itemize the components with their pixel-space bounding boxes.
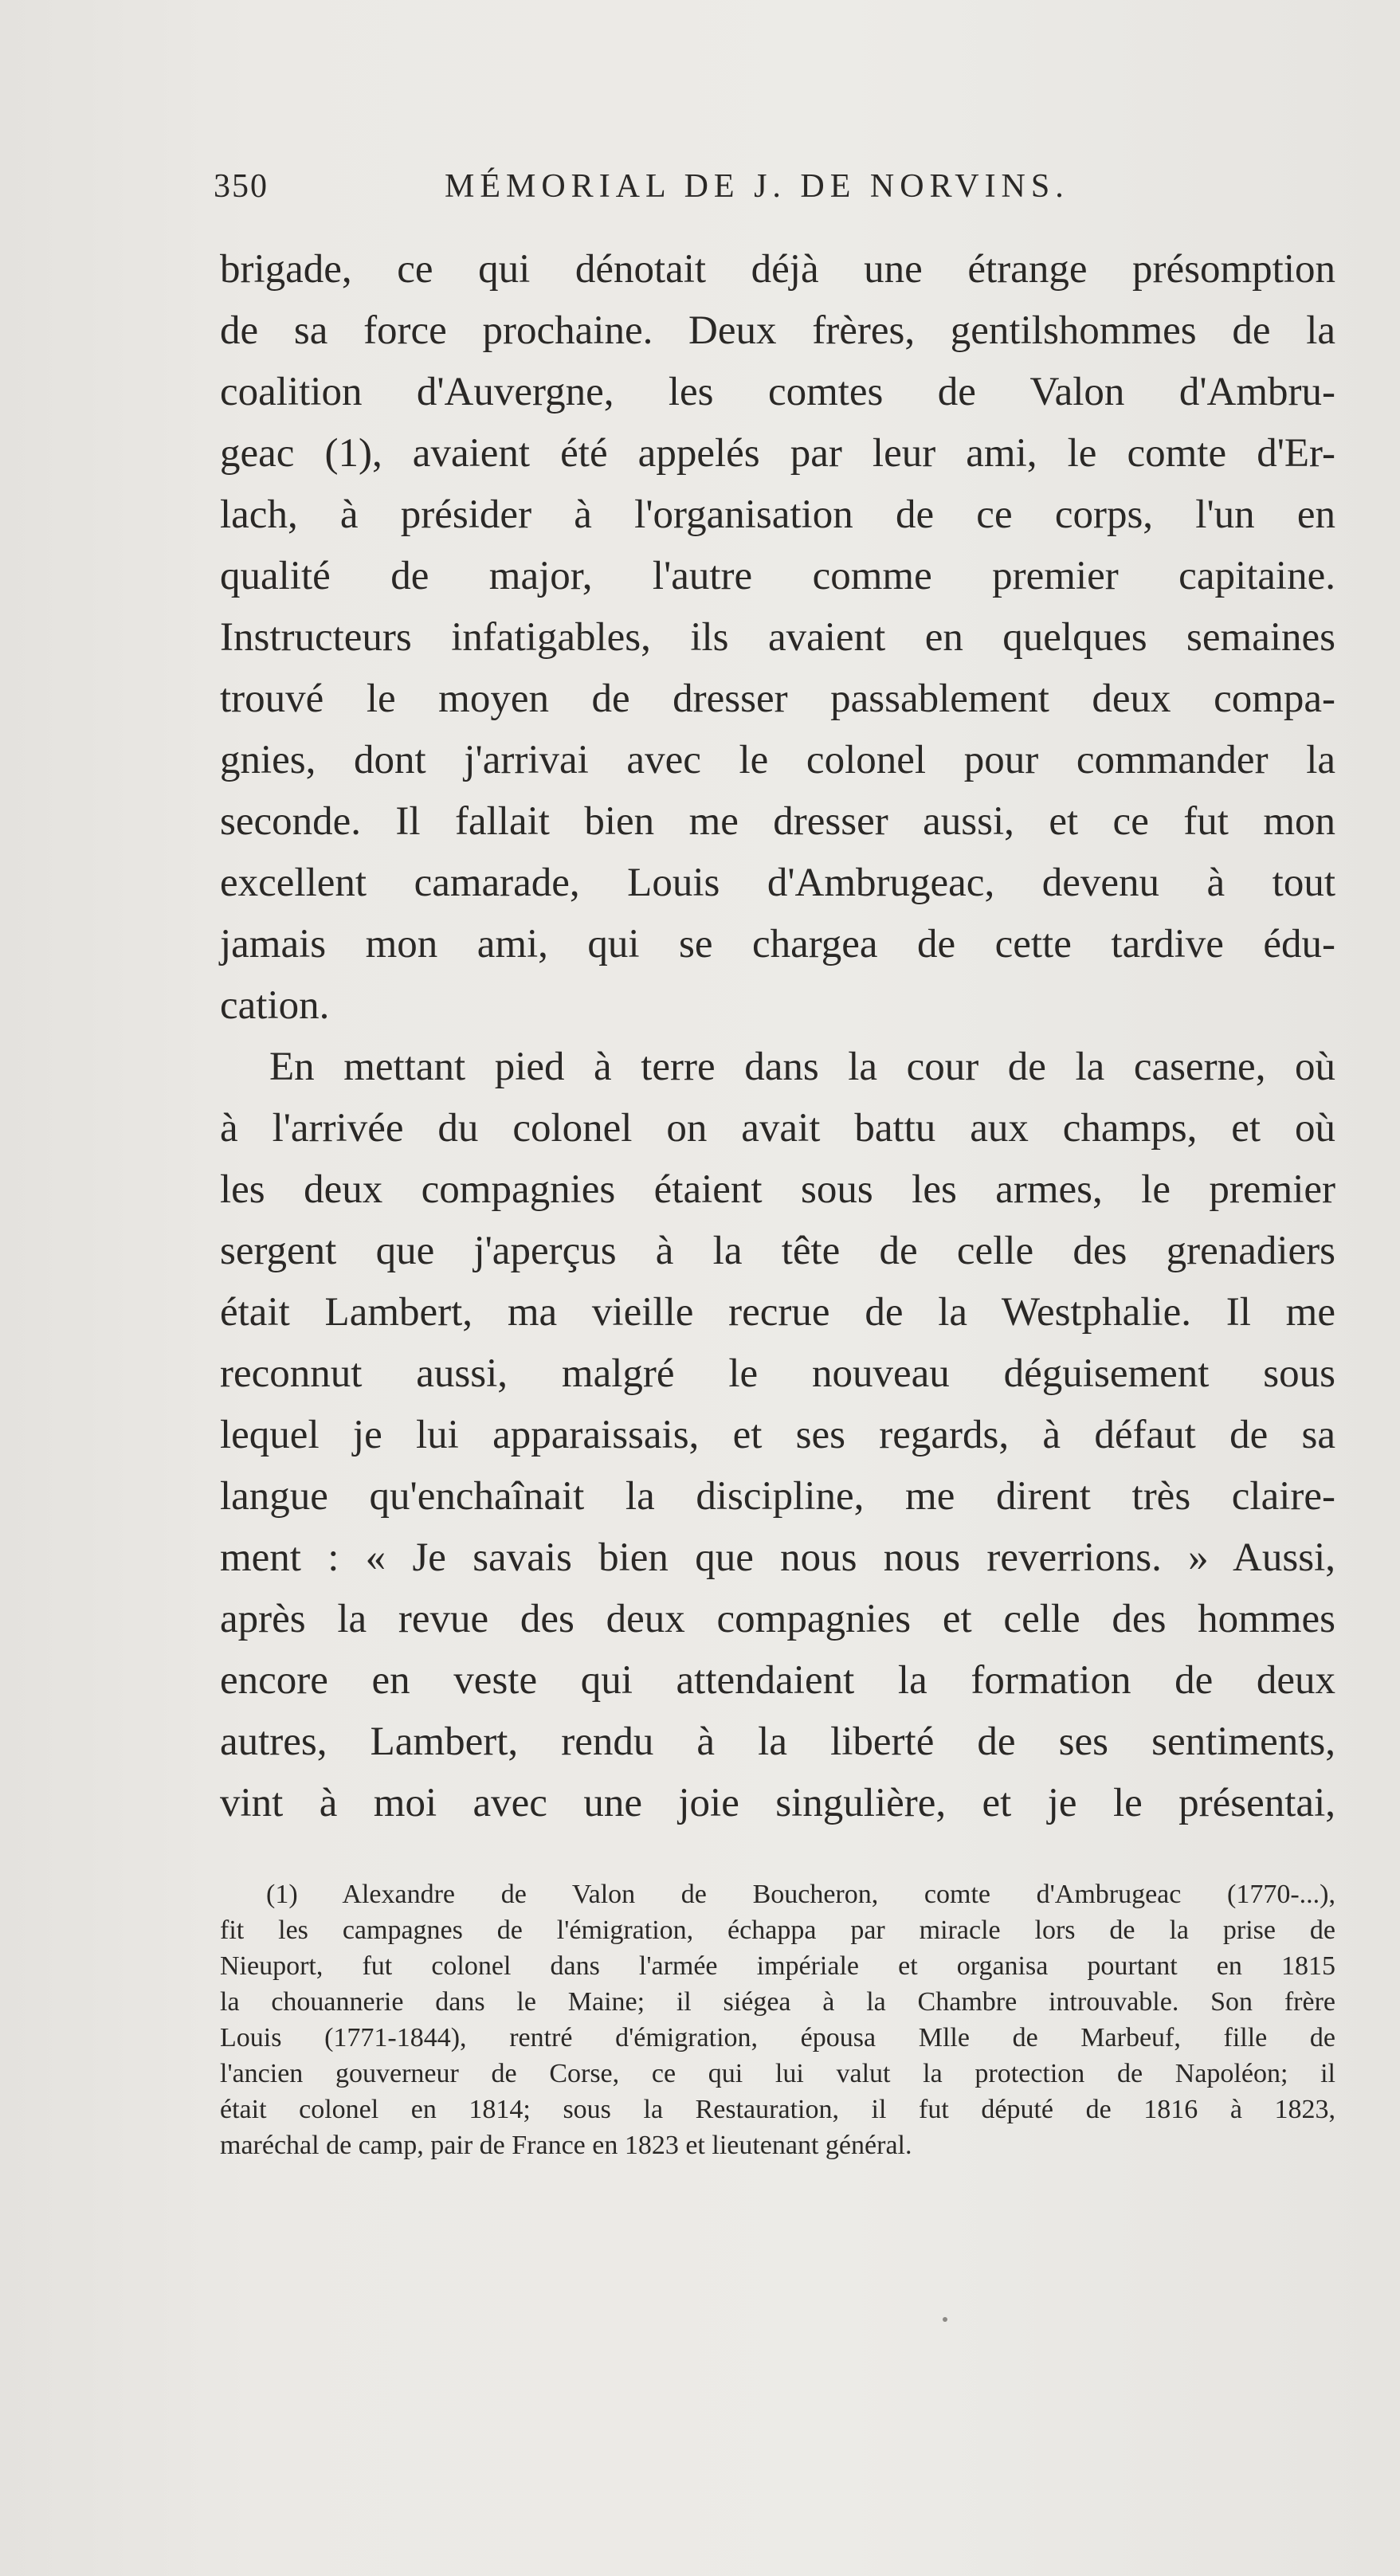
text-line: jamais mon ami, qui se chargea de cette tardive édu- bbox=[220, 922, 1335, 966]
footnote-line: fit les campagnes de l'émigration, échappa par miracle lors de la prise de bbox=[220, 1915, 1335, 1945]
text-line: autres, Lambert, rendu à la liberté de ses sentiments, bbox=[220, 1719, 1335, 1764]
page-header bbox=[214, 167, 1335, 223]
text-line: excellent camarade, Louis d'Ambrugeac, devenu à tout bbox=[220, 861, 1335, 905]
text-line: après la revue des deux compagnies et celle des hommes bbox=[220, 1597, 1335, 1641]
text-line: de sa force prochaine. Deux frères, gentilshommes de la bbox=[220, 308, 1335, 353]
text-line: geac (1), avaient été appelés par leur ami, le comte d'Er- bbox=[220, 431, 1335, 476]
text-line: cation. bbox=[220, 983, 330, 1028]
text-line: vint à moi avec une joie singulière, et je le présentai, bbox=[220, 1781, 1335, 1825]
text-line: langue qu'enchaînait la discipline, me dirent très claire- bbox=[220, 1474, 1335, 1519]
text-line: sergent que j'aperçus à la tête de celle des grenadiers bbox=[220, 1229, 1335, 1273]
footnote-line: (1) Alexandre de Valon de Boucheron, comte d'Ambrugeac (1770-...), bbox=[266, 1880, 1335, 1909]
page-number: 350 bbox=[214, 168, 269, 205]
body-text bbox=[220, 239, 1335, 1834]
footnote-line: maréchal de camp, pair de France en 1823 et lieutenant général. bbox=[220, 2131, 912, 2160]
running-title: MÉMORIAL DE J. DE NORVINS. bbox=[445, 168, 1069, 205]
text-line: brigade, ce qui dénotait déjà une étrange présomption bbox=[220, 247, 1335, 292]
paper-speck bbox=[943, 2317, 947, 2322]
text-line: qualité de major, l'autre comme premier capitaine. bbox=[220, 554, 1335, 598]
text-line: ment : « Je savais bien que nous nous reverrions. » Aussi, bbox=[220, 1535, 1335, 1580]
footnote-line: Louis (1771-1844), rentré d'émigration, épousa Mlle de Marbeuf, fille de bbox=[220, 2023, 1335, 2053]
text-line: lequel je lui apparaissais, et ses regards, à défaut de sa bbox=[220, 1413, 1335, 1457]
footnote-line: Nieuport, fut colonel dans l'armée impériale et organisa pourtant en 1815 bbox=[220, 1951, 1335, 1981]
footnote-line: l'ancien gouverneur de Corse, ce qui lui valut la protection de Napoléon; il bbox=[220, 2059, 1335, 2088]
footnotes bbox=[220, 1876, 1335, 2163]
text-line: reconnut aussi, malgré le nouveau déguisement sous bbox=[220, 1351, 1335, 1396]
text-line: Instructeurs infatigables, ils avaient en quelques semaines bbox=[220, 615, 1335, 660]
text-line: les deux compagnies étaient sous les armes, le premier bbox=[220, 1167, 1335, 1212]
text-line: encore en veste qui attendaient la formation de deux bbox=[220, 1658, 1335, 1703]
text-line: seconde. Il fallait bien me dresser aussi, et ce fut mon bbox=[220, 799, 1335, 844]
text-line: trouvé le moyen de dresser passablement deux compa- bbox=[220, 676, 1335, 721]
text-line: gnies, dont j'arrivai avec le colonel pour commander la bbox=[220, 738, 1335, 782]
text-line: lach, à présider à l'organisation de ce corps, l'un en bbox=[220, 492, 1335, 537]
text-line: En mettant pied à terre dans la cour de la caserne, où bbox=[269, 1045, 1335, 1089]
text-line: coalition d'Auvergne, les comtes de Valon d'Ambru- bbox=[220, 370, 1335, 414]
footnote-line: était colonel en 1814; sous la Restauration, il fut député de 1816 à 1823, bbox=[220, 2095, 1335, 2124]
text-line: était Lambert, ma vieille recrue de la Westphalie. Il me bbox=[220, 1290, 1335, 1335]
footnote-line: la chouannerie dans le Maine; il siégea à la Chambre introuvable. Son frère bbox=[220, 1987, 1335, 2017]
text-line: à l'arrivée du colonel on avait battu aux champs, et où bbox=[220, 1106, 1335, 1151]
